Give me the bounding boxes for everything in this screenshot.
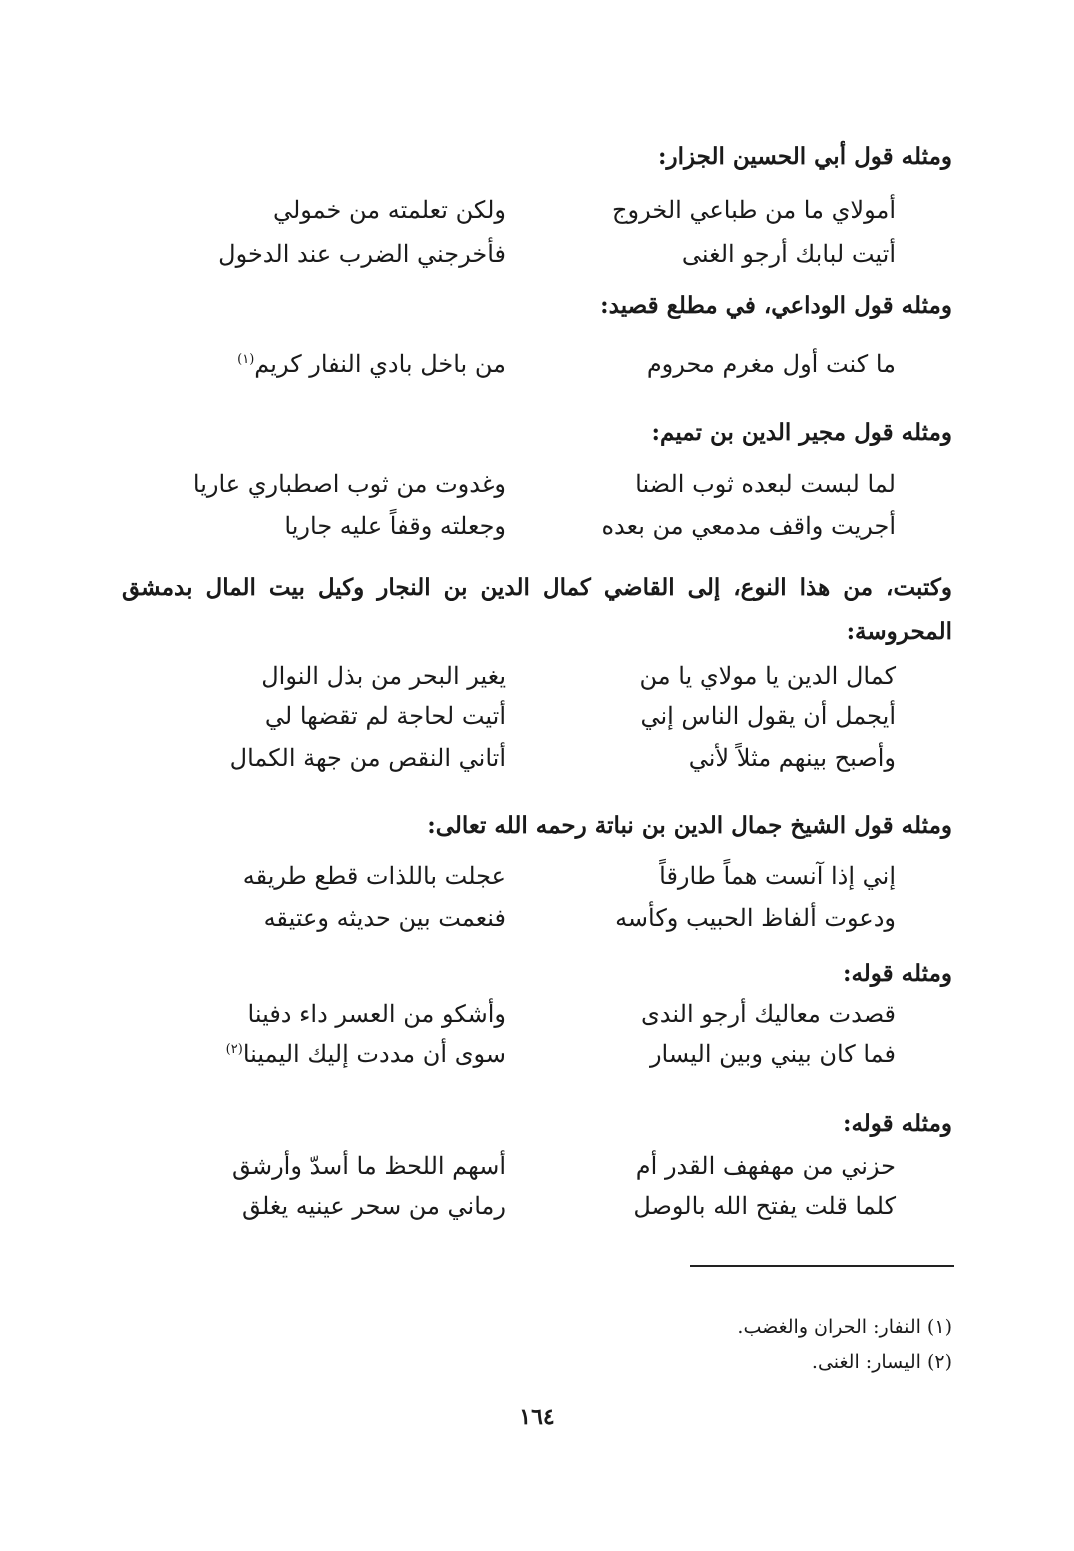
verse-first-hemistich: قصدت معاليك أرجو الندى <box>641 1000 896 1028</box>
footnote: (٢) اليسار: الغنى. <box>811 1351 952 1373</box>
verse-line <box>176 744 896 784</box>
section-intro: ومثله قول مجير الدين بن تميم: <box>651 419 952 446</box>
verse-line <box>176 1040 896 1080</box>
verse-line <box>176 240 896 280</box>
verse-second-hemistich: أتاني النقص من جهة الكمال <box>229 744 506 772</box>
verse-first-hemistich: فما كان بيني وبين اليسار <box>649 1040 896 1068</box>
verse-second-hemistich: أتيت لحاجة لم تقضها لي <box>264 702 506 730</box>
footnote: (١) النفار: الحران والغضب. <box>737 1316 952 1338</box>
verse-first-hemistich: ودعوت ألفاظ الحبيب وكأسه <box>615 904 896 932</box>
section-intro: ومثله قول الشيخ جمال الدين بن نباتة رحمه الله تعالى: <box>427 812 952 839</box>
verse-first-hemistich: كلما قلت يفتح الله بالوصل <box>633 1192 896 1220</box>
verse-first-hemistich: أمولاي ما من طباعي الخروج <box>612 196 896 224</box>
verse-second-hemistich: يغير البحر من بذل النوال <box>261 662 506 690</box>
verse-first-hemistich: ما كنت أول مغرم محروم <box>646 350 896 378</box>
footnote-divider <box>690 1265 954 1267</box>
verse-first-hemistich: إني إذا آنست هماً طارقاً <box>659 862 896 890</box>
section-intro: ومثله قوله: <box>842 960 952 987</box>
verse-line <box>176 350 896 390</box>
verse-first-hemistich: لما لبست لبعده ثوب الضنا <box>635 470 896 498</box>
verse-second-hemistich: وجعلته وقفاً عليه جاريا <box>284 512 506 540</box>
hemistich-text: سوى أن مددت إليك اليمينا <box>242 1040 506 1068</box>
hemistich-text: من باخل بادي النفار كريم <box>254 350 506 378</box>
verse-first-hemistich: أتيت لبابك أرجو الغنى <box>681 240 896 268</box>
verse-second-hemistich: وأشكو من العسر داء دفينا <box>247 1000 506 1028</box>
verse-second-hemistich: فنعمت بين حديثه وعتيقه <box>263 904 506 932</box>
verse-second-hemistich: أسهم اللحظ ما أسدّ وأرشق <box>231 1152 506 1180</box>
verse-line <box>176 470 896 510</box>
verse-second-hemistich: ولكن تعلمته من خمولي <box>272 196 506 224</box>
verse-line <box>176 862 896 902</box>
section-intro: ومثله قول الوداعي، في مطلع قصيد: <box>600 292 952 319</box>
section-paragraph: وكتبت، من هذا النوع، إلى القاضي كمال الدين بن النجار وكيل بيت المال بدمشق المحروسة: <box>122 574 952 645</box>
verse-second-hemistich: فأخرجني الضرب عند الدخول <box>218 240 506 268</box>
verse-first-hemistich: أيجمل أن يقول الناس إني <box>640 702 896 730</box>
verse-first-hemistich: حزني من مهفهف القدر أم <box>635 1152 896 1180</box>
verse-second-hemistich <box>176 350 506 378</box>
verse-first-hemistich: وأصبح بينهم مثلاً لأني <box>688 744 896 772</box>
verse-line <box>176 702 896 742</box>
section-intro: ومثله قول أبي الحسين الجزار: <box>657 143 952 170</box>
verse-first-hemistich: أجريت واقف مدمعي من بعده <box>601 512 896 540</box>
footnote-marker: (١) <box>237 352 255 367</box>
verse-second-hemistich: وغدوت من ثوب اصطباري عاريا <box>192 470 506 498</box>
verse-line <box>176 1192 896 1232</box>
verse-second-hemistich: رماني من سحر عينيه يغلق <box>241 1192 506 1220</box>
page-number: ١٦٤ <box>519 1404 555 1430</box>
verse-first-hemistich: كمال الدين يا مولاي يا من <box>639 662 896 690</box>
verse-line <box>176 904 896 944</box>
verse-second-hemistich: عجلت باللذات قطع طريقه <box>242 862 506 890</box>
verse-line <box>176 512 896 552</box>
verse-line <box>176 1000 896 1040</box>
section-intro: ومثله قوله: <box>842 1110 952 1137</box>
footnote-marker: (٢) <box>225 1042 243 1057</box>
verse-line <box>176 1152 896 1192</box>
verse-line <box>176 196 896 236</box>
verse-second-hemistich <box>176 1040 506 1068</box>
verse-line <box>176 662 896 702</box>
